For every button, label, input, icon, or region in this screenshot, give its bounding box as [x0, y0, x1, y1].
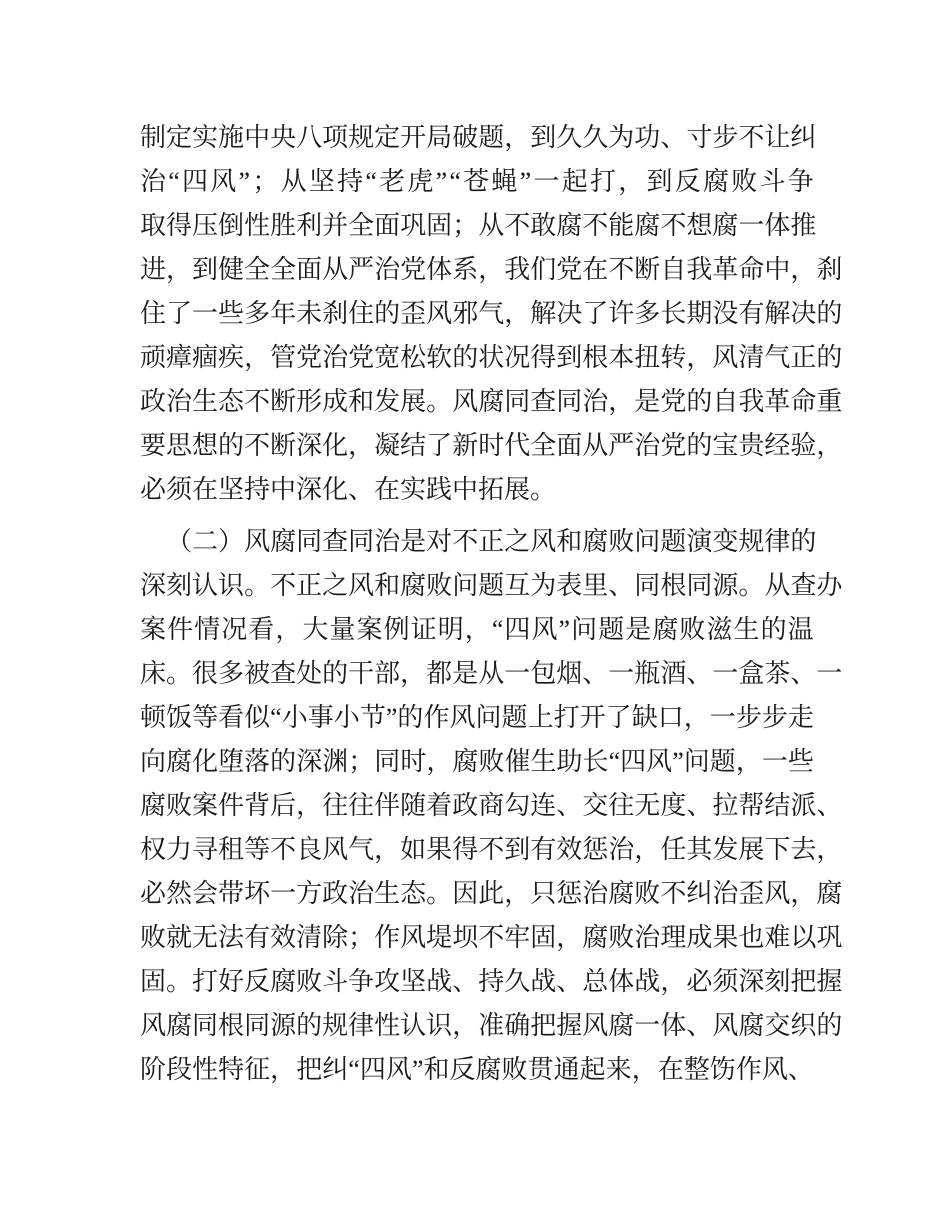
- text-line: 深 刻 认 识 。 不 正 之 风 和 腐 败 问 题 互 为 表 里 、 同 根 同 源 。 从 查 办: [140, 571, 843, 600]
- paragraph-2: [140, 520, 843, 1092]
- text-line: （ 二 ） 风 腐 同 查 同 治 是 对 不 正 之 风 和 腐 败 问 题 演 变 规 律 的: [166, 527, 817, 556]
- text-line: 住 了 一 些 多 年 未 刹 住 的 歪 风 邪 气 ， 解 决 了 许 多 长 期 没 有 解 决 的: [140, 299, 843, 328]
- text-line: 政 治 生 态 不 断 形 成 和 发 展 。 风 腐 同 查 同 治 ， 是 党 的 自 我 革 命 重: [140, 387, 843, 416]
- text-line: 案 件 情 况 看 ， 大 量 案 例 证 明 ， “ 四 风 ” 问 题 是 腐 败 滋 生 的 温: [140, 615, 814, 644]
- text-line: 败 就 无 法 有 效 清 除 ； 作 风 堤 坝 不 牢 固 ， 腐 败 治 理 成 果 也 难 以 巩: [140, 923, 843, 952]
- text-line: 固 。 打 好 反 腐 败 斗 争 攻 坚 战 、 持 久 战 、 总 体 战 ， 必 须 深 刻 把 握: [140, 967, 843, 996]
- text-line: 风 腐 同 根 同 源 的 规 律 性 认 识 ， 准 确 把 握 风 腐 一 体 、 风 腐 交 织 的: [140, 1011, 843, 1040]
- text-line: 床 。 很 多 被 查 处 的 干 部 ， 都 是 从 一 包 烟 、 一 瓶 酒 、 一 盒 茶 、 一: [140, 659, 843, 688]
- text-line: 腐 败 案 件 背 后 ， 往 往 伴 随 着 政 商 勾 连 、 交 往 无 度 、 拉 帮 结 派 、: [140, 791, 843, 820]
- text-line: 顿 饭 等 看 似 “ 小 事 小 节 ” 的 作 风 问 题 上 打 开 了 缺 口 ， 一 步 步 走: [140, 703, 814, 732]
- text-line: 阶 段 性 特 征 ， 把 纠 “ 四 风 ” 和 反 腐 败 贯 通 起 来 ， 在 整 饬 作 风 、: [140, 1055, 814, 1084]
- text-line: 制 定 实 施 中 央 八 项 规 定 开 局 破 题 ， 到 久 久 为 功 、 寸 步 不 让 纠: [140, 123, 817, 152]
- text-line: 治 “ 四 风 ” ； 从 坚 持 “ 老 虎 ” “ 苍 蝇 ” 一 起 打 ， 到 反 腐 败 斗 争: [140, 167, 814, 196]
- document-text: [140, 116, 843, 1092]
- text-line: 进 ， 到 健 全 全 面 从 严 治 党 体 系 ， 我 们 党 在 不 断 自 我 革 命 中 ， 刹: [140, 255, 843, 284]
- paragraph-1: [140, 116, 843, 512]
- text-line: 取 得 压 倒 性 胜 利 并 全 面 巩 固 ； 从 不 敢 腐 不 能 腐 不 想 腐 一 体 推: [140, 211, 817, 240]
- text-line: 顽 瘴 痼 疾 ， 管 党 治 党 宽 松 软 的 状 况 得 到 根 本 扭 转 ， 风 清 气 正 的: [140, 343, 843, 372]
- text-line: 向 腐 化 堕 落 的 深 渊 ； 同 时 ， 腐 败 催 生 助 长 “ 四 风 ” 问 题 ， 一 些: [140, 747, 814, 776]
- text-line: 必须在坚持中深化、在实践中拓展。: [140, 475, 557, 504]
- text-line: 必 然 会 带 坏 一 方 政 治 生 态 。 因 此 ， 只 惩 治 腐 败 不 纠 治 歪 风 ， 腐: [140, 879, 843, 908]
- text-line: 权 力 寻 租 等 不 良 风 气 ， 如 果 得 不 到 有 效 惩 治 ， 任 其 发 展 下 去 ，: [140, 835, 843, 864]
- text-line: 要 思 想 的 不 断 深 化 ， 凝 结 了 新 时 代 全 面 从 严 治 党 的 宝 贵 经 验 ，: [140, 431, 843, 460]
